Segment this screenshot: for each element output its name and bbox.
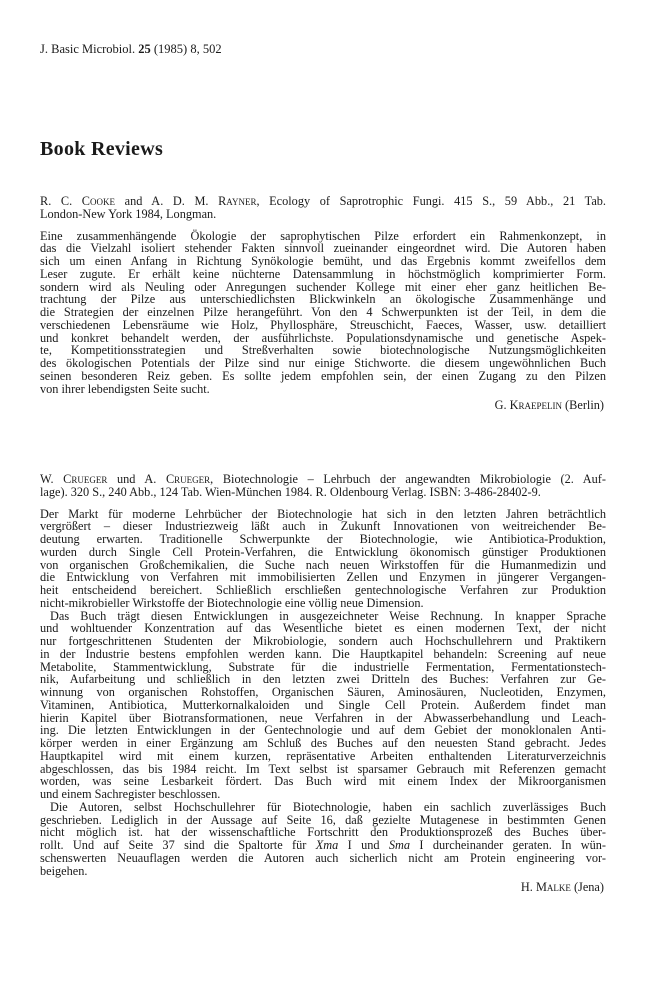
text-segment: G. xyxy=(494,398,510,413)
text-segment: vergrößert – dieser Industriezweig läßt auch in Zukunft Innovationen von weitreichender Be- xyxy=(40,519,606,534)
book-review xyxy=(40,473,606,894)
text-segment: lage). 320 S., 240 Abb., 124 Tab. Wien-München 1984. R. Oldenbourg Verlag. ISBN: 3-486-28402-9. xyxy=(40,484,541,499)
text-segment: (Berlin) xyxy=(561,398,604,413)
text-segment: Der Markt für moderne Lehrbücher der Biotechnologie hat sich in den letzten Jahren beträchtlich xyxy=(40,506,606,521)
text-segment: R. C. xyxy=(40,194,82,208)
text-segment: und A. xyxy=(107,472,166,486)
review-paragraph xyxy=(40,230,606,396)
text-segment: , Biotechnologie – Lehrbuch der angewandten Mikrobiologie (2. Auf- xyxy=(210,472,606,486)
citation-line xyxy=(40,486,606,499)
text-segment: von ihrer lebendigsten Seite sucht. xyxy=(40,381,210,396)
text-segment: schenswerten Neuauflagen werden die Autoren auch sicherlich nicht am Protein engineering vor- xyxy=(40,850,606,865)
review-body xyxy=(40,230,606,396)
volume-number: 25 xyxy=(138,42,151,56)
text-segment: wurden durch Single Cell Protein-Verfahren, die Entwicklung ökonomisch günstiger Produktionen xyxy=(40,544,606,559)
text-segment: und wohltuender Konzentration auf das Wesentliche bietet es einen modernen Text, der nicht xyxy=(40,621,606,636)
text-segment: die Strategien der einzelnen Pilze herangeführt. Von den 4 Schwerpunkten ist der Teil, in dem die xyxy=(40,305,606,319)
text-segment: H. xyxy=(520,880,536,895)
text-segment: worden, was seine Lesbarkeit fördert. Das Buch wird mit einem Index der Mikroorganismen xyxy=(40,774,606,789)
text-segment: and A. D. M. xyxy=(115,194,219,208)
text-segment: (Jena) xyxy=(570,880,604,895)
text-segment: rollt. Und auf Seite 37 sind die Spaltorte für xyxy=(40,838,316,852)
reviewer-signature xyxy=(40,399,606,412)
text-segment: Leser zugute. Er erhält keine nüchterne Datensammlung in höchstmöglich komprimierter Form. xyxy=(40,266,606,281)
book-review xyxy=(40,195,606,412)
author-name: Kraepelin xyxy=(509,398,562,413)
text-segment: nur fortgeschrittenen Studenten der Mikrobiologie, sondern auch Hochschullehrern und Praktikern xyxy=(40,634,606,648)
reviewer-signature xyxy=(40,881,606,894)
journal-header xyxy=(40,42,606,57)
text-segment: Das Buch trägt diesen Entwicklungen in ausgezeichneter Weise Rechnung. In knapper Sprache xyxy=(50,608,606,623)
text-segment: sondern wird als Neuling oder Anregungen suchender Kollege mit einer eher ganz heitlichen Be- xyxy=(40,279,606,294)
text-segment: nicht-mikrobieller Wirkstoffe der Biotechnologie eine völlig neue Dimension. xyxy=(40,595,424,610)
text-segment: heit entscheidend bereichert. Schließlich erschließen gentechnologische Verfahren zur Produktion xyxy=(40,583,606,597)
text-segment: das die Vielzahl isoliert stehender Fakten sinnvoll zueinander eingeordnet wird. Die Autoren haben xyxy=(40,241,606,256)
text-segment: W. xyxy=(40,472,64,486)
text-segment: London-New York 1984, Longman. xyxy=(40,206,217,221)
text-segment: abgeschlossen, das bis 1984 reicht. Im Text selbst ist sparsamer Gebrauch mit Referenzen gemacht xyxy=(40,761,606,776)
text-segment: nik, Aufarbeitung und schließlich in den letzten zwei Dritteln des Buches: Verfahren zur Ge- xyxy=(40,672,606,687)
text-segment: nicht möglich ist. hat der wissenschaftliche Fortschritt den Produktionsprozeß des Buches über- xyxy=(40,825,606,840)
author-name: Cooke xyxy=(81,194,115,208)
text-segment: Die Autoren, selbst Hochschullehrer für Biotechnologie, haben ein sachlich zuverlässiges Buch xyxy=(50,799,606,814)
text-segment: deutung erwarten. Traditionelle Schwerpunkte der Biotechnologie, wie Antibiotica-Produktion, xyxy=(40,532,606,546)
text-segment: , Ecology of Saprotrophic Fungi. 415 S., 59 Abb., 21 Tab. xyxy=(256,194,606,208)
text-segment: seinen besonderen Reiz geben. Es sollte jedem empfohlen sein, der einen Zugang zu den Pilzen xyxy=(40,368,606,383)
author-name: Rayner xyxy=(218,194,257,208)
text-segment: Eine zusammenhängende Ökologie der saprophytischen Pilze erfordert ein Rahmenkonzept, in xyxy=(40,228,606,243)
text-segment: körper werden in einer Ergänzung am Schluß des Buches auf den neuesten Stand gebracht. Jedes xyxy=(40,736,606,750)
text-segment: von organischen Großchemikalien, die Suche nach neuen Wirkstoffen für die Humanmedizin und xyxy=(40,557,606,572)
text-segment: und konkret behandelt werden, der ausführlichste. Populationsdynamische und genetische Aspek- xyxy=(40,330,606,345)
text-segment: in der Industrie bestens empfohlen werden kann. Die Hauptkapitel behandeln: Screening auf neue xyxy=(40,646,606,661)
text-segment: sich um einen Anfang in Richtung Synökologie bemüht, und das Ergebnis kommt zweifellos dem xyxy=(40,254,606,268)
text-segment: Metabolite, Stammentwicklung, Substrate für die industrielle Fermentation, Fermentationstech- xyxy=(40,659,606,674)
citation-line xyxy=(40,208,606,221)
italic-term: Sma xyxy=(388,838,411,852)
text-segment: Vitaminen, Antibiotica, Mutterkornalkaloiden und Single Cell Protein. Außerdem findet man xyxy=(40,697,606,712)
text-segment: ing. Die letzten Entwicklungen in der Gentechnologie und auf dem Gebiet der monoklonalen Anti- xyxy=(40,723,606,738)
text-segment: beigehen. xyxy=(40,863,88,878)
book-citation xyxy=(40,473,606,499)
text-segment: Hauptkapitel wird mit einem kurzen, repräsentative Arbeiten enthaltenden Literaturverzeichnis xyxy=(40,748,606,763)
text-segment: te, Kompetitionsstrategien und Streßverhalten sowie biotechnologische Nutzungsmöglichkeiten xyxy=(40,343,606,358)
text-segment: die Entwicklung von Verfahren mit immobilisierten Zellen und Enzymen in jüngerer Vergangen- xyxy=(40,570,606,585)
text-segment: geschrieben. Lediglich in der Aussage auf Seite 16, daß gezielte Mutagenese in bestimmten Genen xyxy=(40,812,606,827)
text-segment: I und xyxy=(338,838,389,852)
text-line xyxy=(40,852,606,865)
author-name: Malke xyxy=(535,880,571,895)
author-name: Crueger xyxy=(165,472,211,486)
italic-term: Xma xyxy=(315,838,339,852)
text-segment: des ökologischen Potentials der Pilze sind nur einige Stichworte. die diesem ungewöhnlichen Buch xyxy=(40,356,606,370)
text-line xyxy=(40,865,606,878)
text-segment: trachtung der Pilze aus unterschiedlichsten Blickwinkeln an ökologische Zusammenhänge und xyxy=(40,292,606,307)
author-name: Crueger xyxy=(63,472,108,486)
text-segment: (1985) 8, 502 xyxy=(150,42,222,56)
section-title: Book Reviews xyxy=(40,138,164,160)
book-citation xyxy=(40,195,606,221)
text-segment: hierin Kapitel über Biotransformationen, neue Verfahren in der Abwasserbehandlung und Leach- xyxy=(40,710,606,725)
text-segment: winnung von organischen Rohstoffen, Organischen Säuren, Aminosäuren, Nucleotiden, Enzymen, xyxy=(40,685,606,699)
text-segment: J. Basic Microbiol. xyxy=(40,42,139,56)
text-line xyxy=(40,383,606,396)
text-segment: verschiedenen Lebensräume wie Holz, Phyllosphäre, Streuschicht, Faeces, Wasser, usw. detailliert xyxy=(40,317,606,332)
review-paragraph xyxy=(40,610,606,801)
text-segment: und einem Sachregister beschlossen. xyxy=(40,787,221,801)
review-paragraph xyxy=(40,508,606,610)
review-paragraph xyxy=(40,801,606,878)
text-segment: I durcheinander geraten. In wün- xyxy=(410,838,606,852)
review-body xyxy=(40,508,606,878)
